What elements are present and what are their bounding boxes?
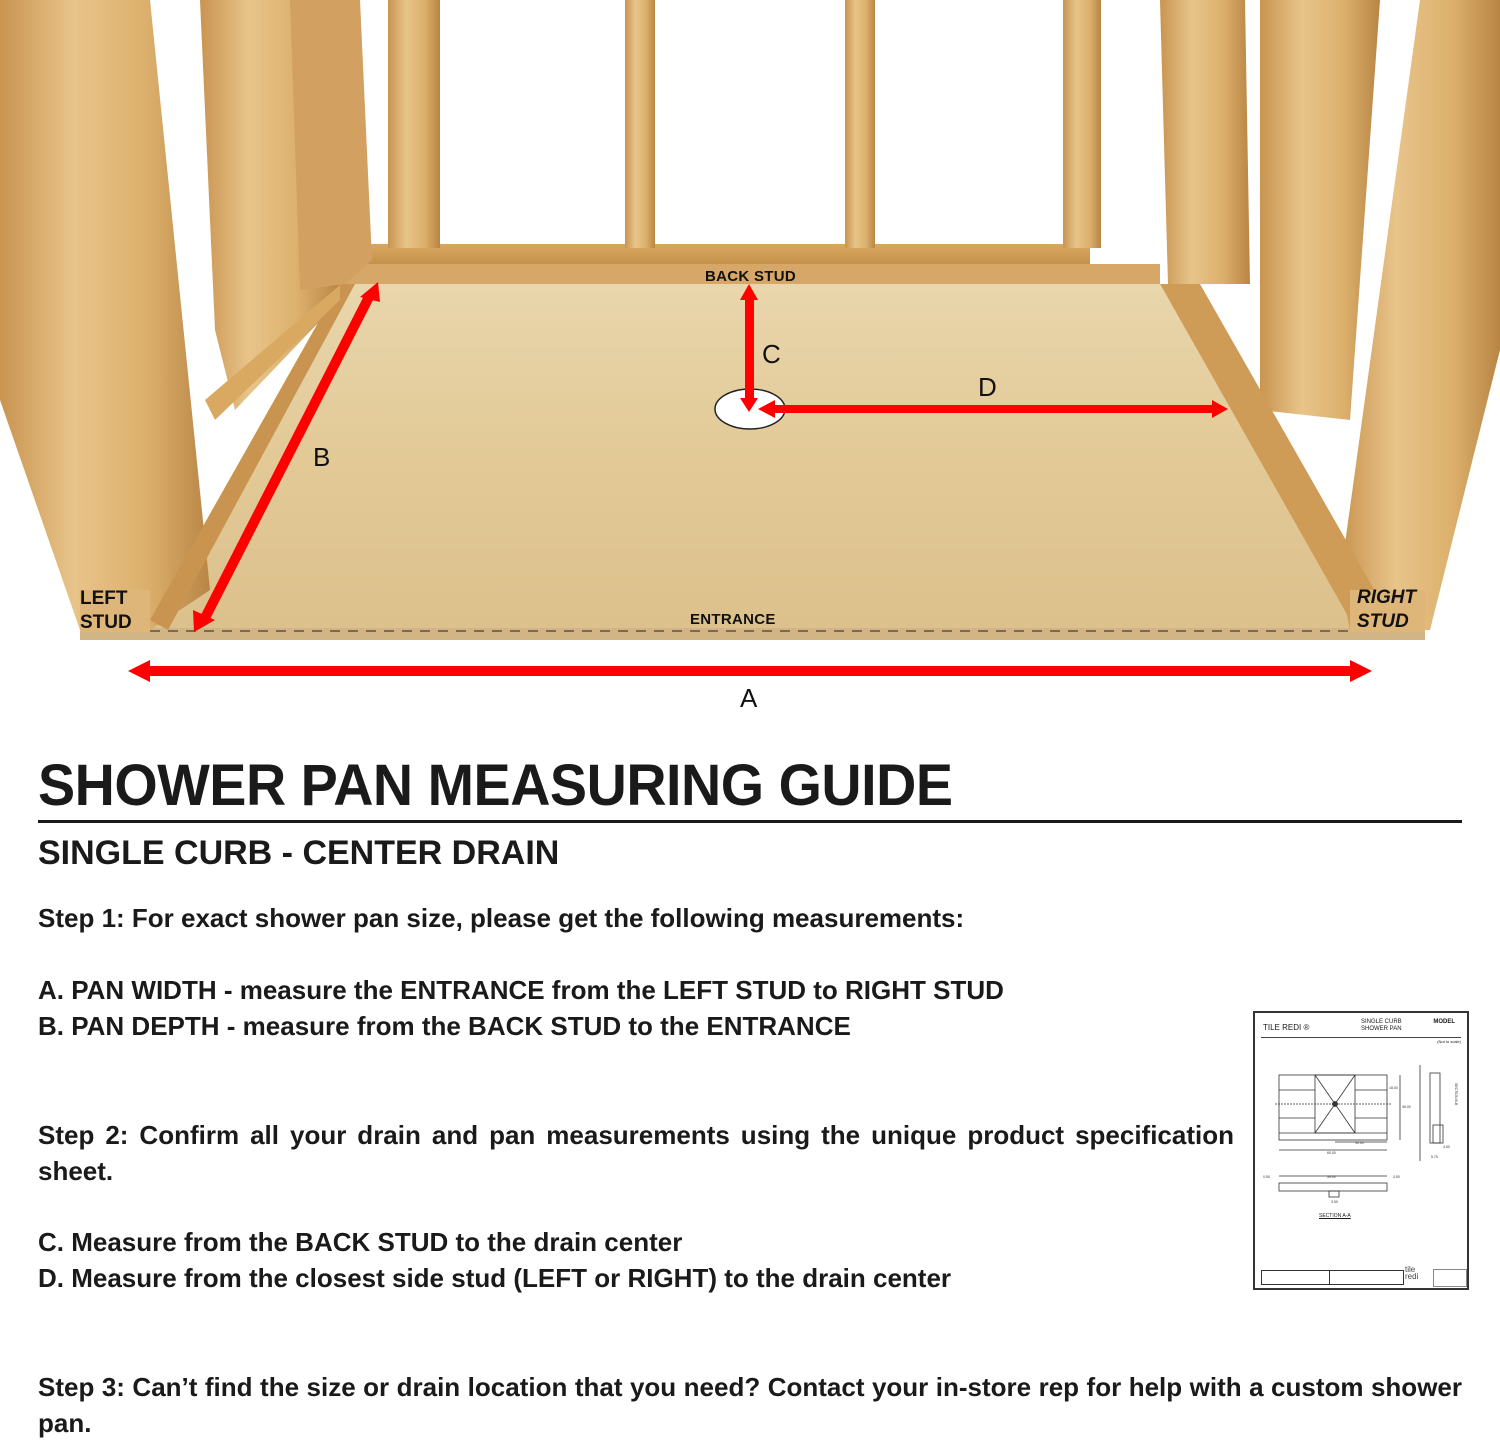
spec-model-box xyxy=(1433,1269,1467,1287)
measurement-d: D. Measure from the closest side stud (LEFT or RIGHT) to the drain center xyxy=(38,1263,952,1293)
spec-note: (Not to scale) xyxy=(1437,1039,1461,1044)
guide-title: SHOWER PAN MEASURING GUIDE xyxy=(38,753,953,818)
spec-footer-logo xyxy=(1405,1266,1418,1280)
spec-section-bb: SECTION B-B xyxy=(1454,1083,1458,1106)
spec-dim-drain-size: 3.50 xyxy=(1331,1200,1338,1204)
measurement-b-prefix: B. xyxy=(38,1011,64,1041)
spec-product-line1: SINGLE CURB xyxy=(1361,1019,1402,1025)
measurement-list-ab xyxy=(38,972,1238,1044)
spec-product-line2: SHOWER PAN xyxy=(1361,1026,1402,1032)
back-wall-studs xyxy=(388,0,1101,248)
measurement-a-text: - measure the ENTRANCE from the LEFT STUD to RIGHT STUD xyxy=(216,975,1004,1005)
left-stud-label xyxy=(80,587,132,635)
spec-dim-lip-left: 0.50 xyxy=(1263,1175,1270,1179)
spec-model-label: MODEL xyxy=(1433,1019,1455,1025)
back-stud-label: BACK STUD xyxy=(705,268,797,285)
spec-dim-width: 60.00 xyxy=(1327,1151,1336,1155)
entrance-label: ENTRANCE xyxy=(690,611,776,628)
measurement-a-keyword: PAN WIDTH xyxy=(71,975,217,1005)
spec-footer-logo-line2: redi xyxy=(1405,1272,1419,1281)
spec-footer-logo-line1: tile xyxy=(1405,1265,1416,1274)
dimension-label-b: B xyxy=(313,442,331,472)
step-2: Step 2: Confirm all your drain and pan measurements using the unique product specification sheet. xyxy=(38,1120,1234,1186)
spec-dim-curb-height: 4.50 xyxy=(1443,1145,1450,1149)
step-3: Step 3: Can’t find the size or drain location that you need? Contact your in-store rep for help with a custom shower pan. xyxy=(38,1372,1462,1438)
measurement-a xyxy=(38,972,1238,1008)
spec-section-aa: SECTION A-A xyxy=(1319,1213,1351,1219)
dimension-label-d: D xyxy=(978,372,997,402)
right-stud-label xyxy=(1357,586,1416,634)
title-divider xyxy=(38,820,1462,823)
guide-subtitle: SINGLE CURB - CENTER DRAIN xyxy=(38,834,560,872)
measurement-list-cd xyxy=(38,1224,1238,1296)
right-stud-label-line2: STUD xyxy=(1357,611,1409,632)
spec-certification-box xyxy=(1261,1270,1330,1285)
step-1: Step 1: For exact shower pan size, please get the following measurements: xyxy=(38,903,965,933)
spec-dim-depth: 36.00 xyxy=(1402,1105,1411,1109)
measurement-b xyxy=(38,1008,1238,1044)
spec-dim-lip-right: 0.50 xyxy=(1393,1175,1400,1179)
spec-dim-drain-back: 18.00 xyxy=(1389,1086,1398,1090)
spec-dim-drain-side: 30.00 xyxy=(1355,1141,1364,1145)
left-stud-label-line2: STUD xyxy=(80,612,132,633)
left-stud-label-line1: LEFT xyxy=(80,588,128,609)
spec-notes-box xyxy=(1329,1270,1404,1285)
spec-dim-curb-width: 5.75 xyxy=(1431,1155,1438,1159)
dimension-arrow-a xyxy=(128,660,1372,682)
right-stud-label-line1: RIGHT xyxy=(1357,587,1417,608)
spec-dim-section-width: 59.00 xyxy=(1327,1175,1336,1179)
measurement-b-text: - measure from the BACK STUD to the ENTRANCE xyxy=(219,1011,851,1041)
spec-drawing xyxy=(1255,1013,1467,1288)
spec-brand: TILE REDI ® xyxy=(1263,1023,1310,1032)
dimension-label-a: A xyxy=(740,683,758,713)
measurement-c: C. Measure from the BACK STUD to the drain center xyxy=(38,1227,683,1257)
measurement-b-keyword: PAN DEPTH xyxy=(71,1011,220,1041)
spec-sheet-thumbnail xyxy=(1253,1011,1469,1290)
measurement-a-prefix: A. xyxy=(38,975,64,1005)
dimension-label-c: C xyxy=(762,339,781,369)
